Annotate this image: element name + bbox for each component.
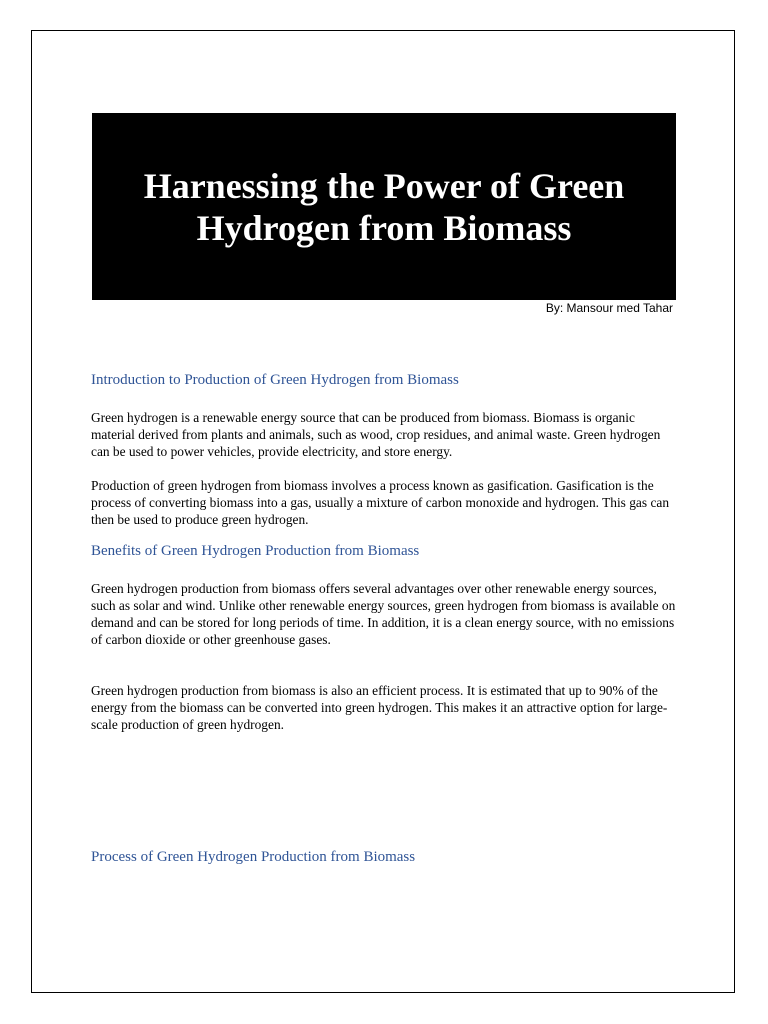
author-byline: By: Mansour med Tahar xyxy=(545,301,673,315)
title-banner xyxy=(92,113,676,300)
section-heading-process: Process of Green Hydrogen Production from Biomass xyxy=(91,849,416,865)
paragraph-introduction-2: Production of green hydrogen from biomass involves a process known as gasification. Gasification is the process of converting biomass into a gas, usually a mixture of carbon monoxide and hydrogen. This gas can then be used to produce green hydrogen. xyxy=(91,478,670,527)
document-title: Harnessing the Power of Green Hydrogen from Biomass xyxy=(143,165,625,248)
section-heading-introduction: Introduction to Production of Green Hydrogen from Biomass xyxy=(91,372,459,388)
section-heading-benefits: Benefits of Green Hydrogen Production from Biomass xyxy=(91,543,420,559)
paragraph-introduction-1: Green hydrogen is a renewable energy source that can be produced from biomass. Biomass is organic material derived from plants and animals, such as wood, crop residues, and animal waste. Green hydrogen can be used to power vehicles, provide electricity, and store energy. xyxy=(91,410,661,459)
paragraph-benefits-1: Green hydrogen production from biomass offers several advantages over other renewable energy sources, such as solar and wind. Unlike other renewable energy sources, green hydrogen from biomass is available on demand and can be stored for long periods of time. In addition, it is a clean energy source, with no emissions of carbon dioxide or other greenhouse gases. xyxy=(91,581,676,647)
paragraph-benefits-2: Green hydrogen production from biomass is also an efficient process. It is estimated that up to 90% of the energy from the biomass can be converted into green hydrogen. This makes it an attractive option for large-scale production of green hydrogen. xyxy=(91,683,668,732)
